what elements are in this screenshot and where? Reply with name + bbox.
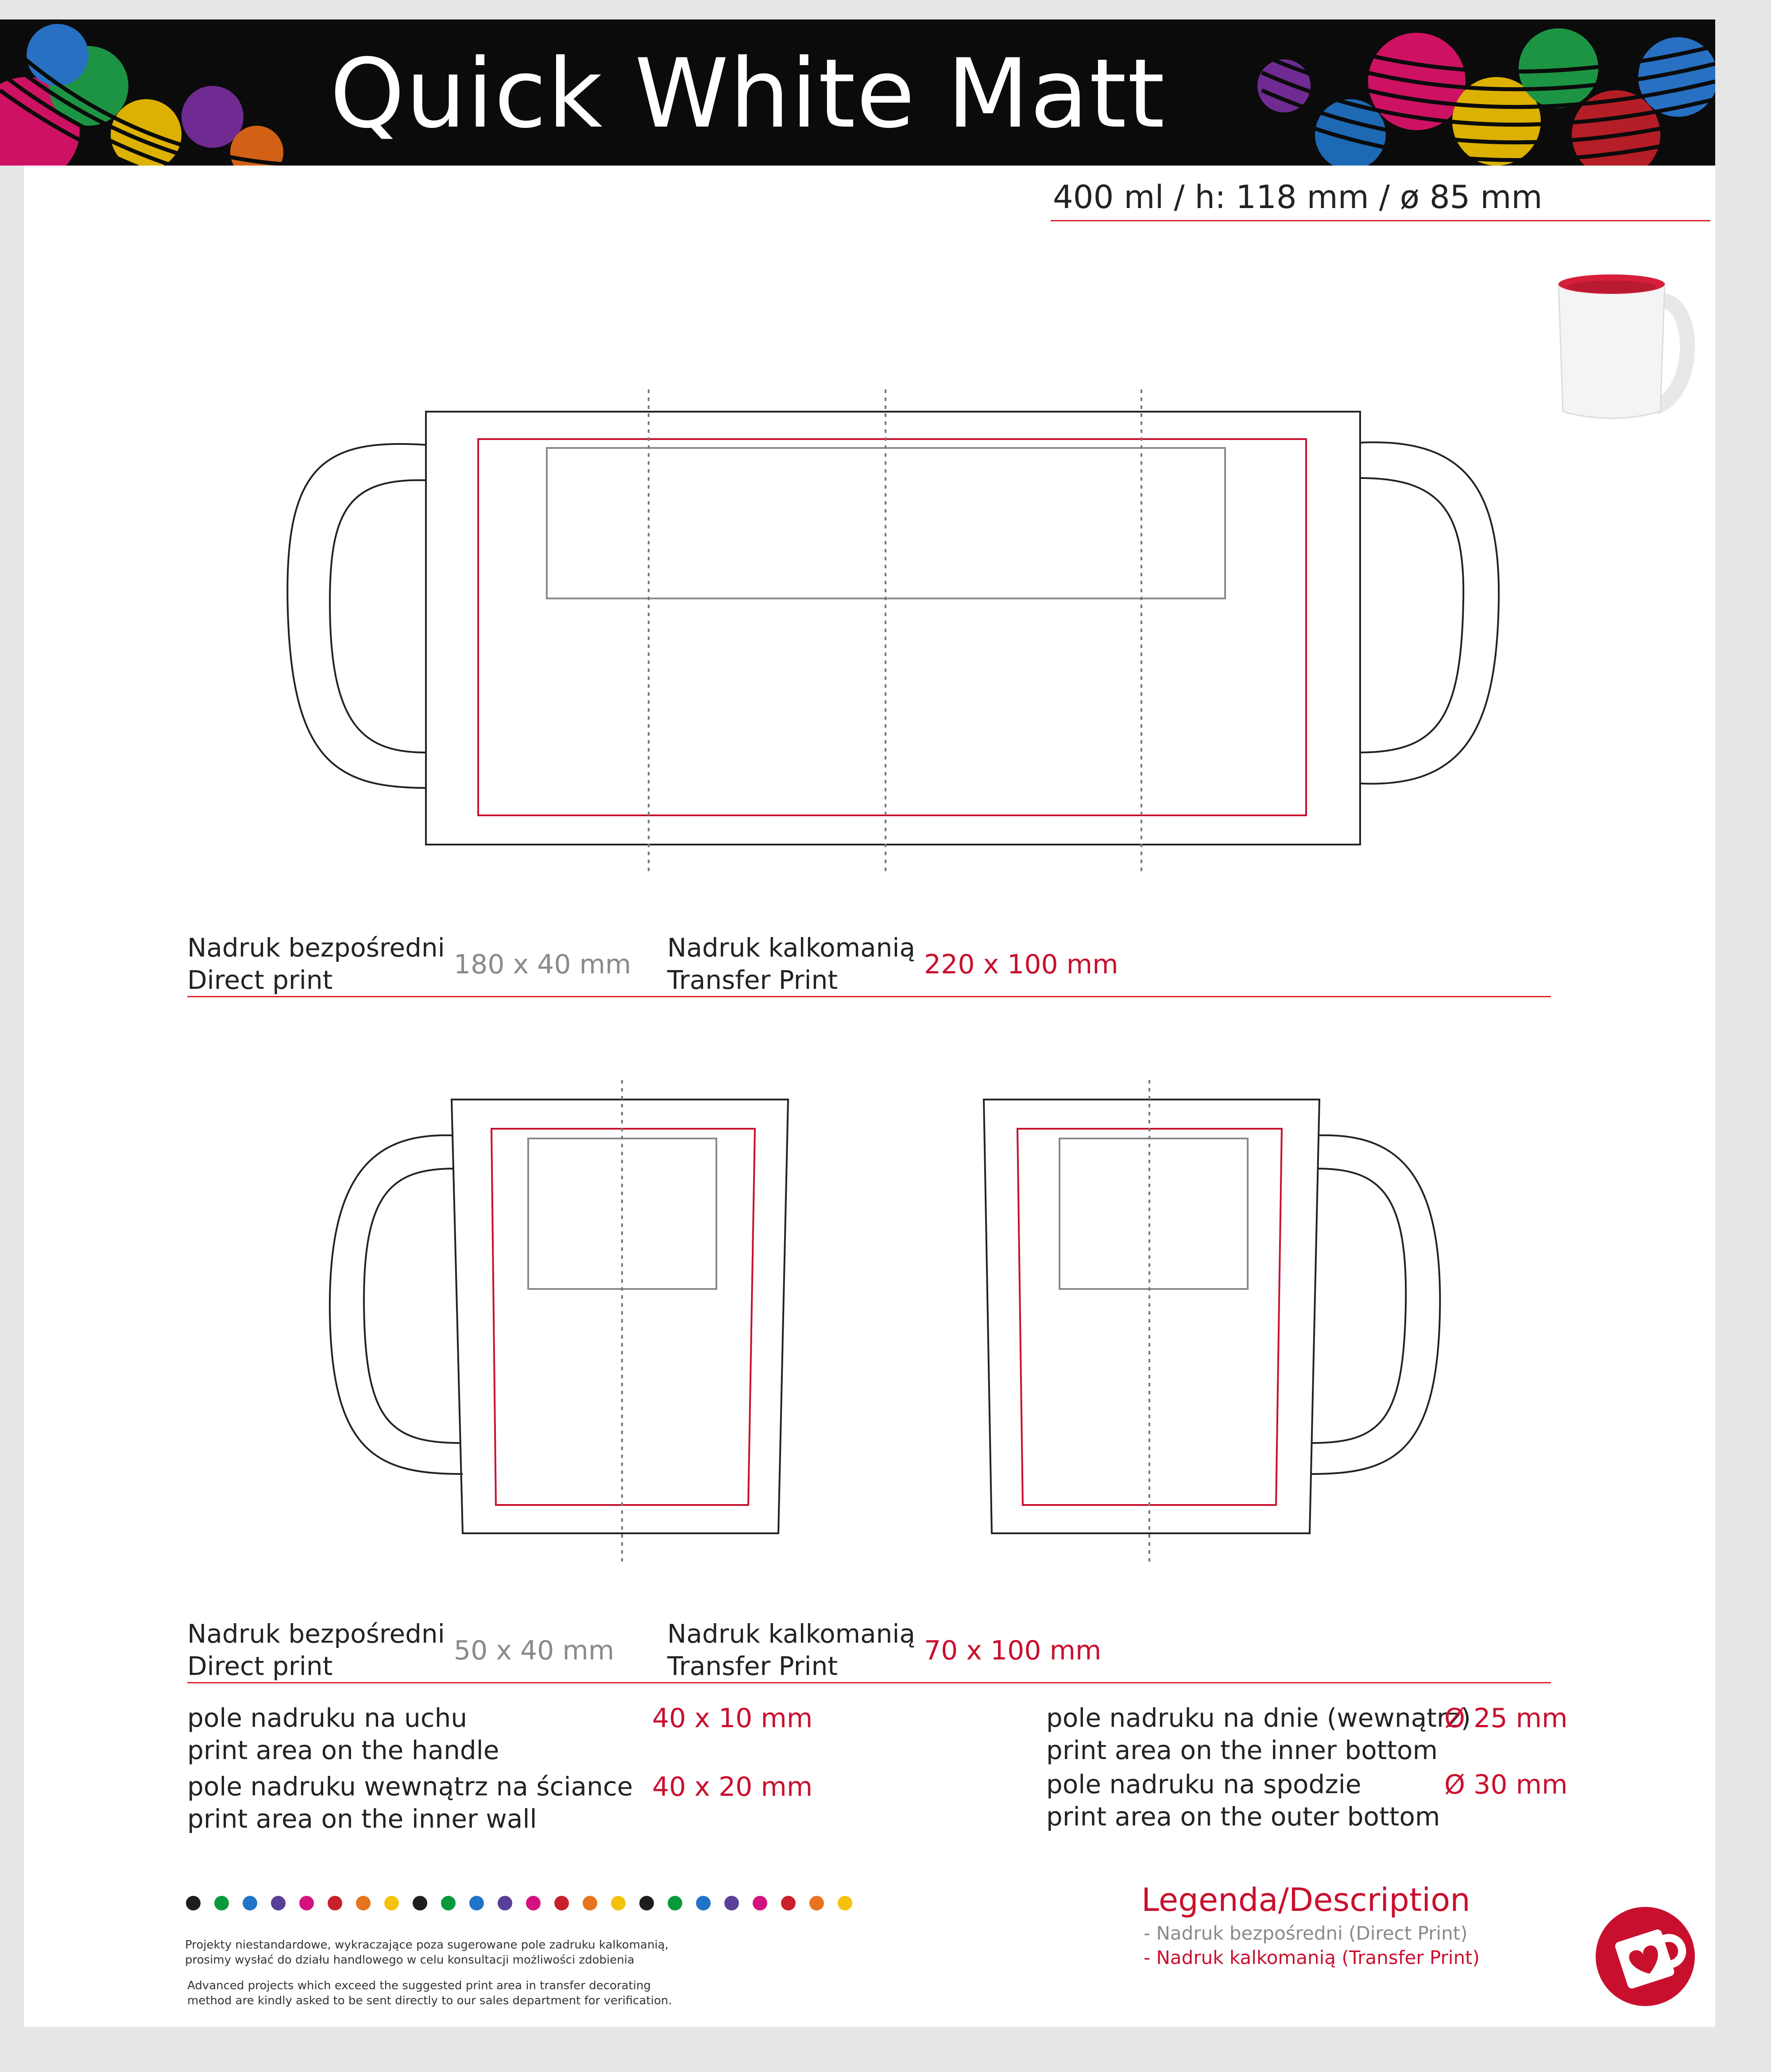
outer-bottom-area-label: pole nadruku na spodzie print area on the outer bottom [1046,1769,1440,1832]
right-direct-print-area [1060,1138,1248,1289]
top-direct-value: 180 x 40 mm [454,949,631,980]
color-swatches [186,1896,852,1910]
color-swatch [498,1896,512,1910]
section-top-divider [187,996,1551,997]
color-swatch [413,1896,427,1910]
inner-wall-area-value: 40 x 20 mm [652,1771,813,1802]
color-swatch [809,1896,824,1910]
color-swatch [668,1896,682,1910]
outer-bottom-area-value: Ø 30 mm [1444,1769,1568,1800]
legend-title: Legenda/Description [1141,1881,1470,1918]
color-swatch [441,1896,456,1910]
color-swatch [781,1896,796,1910]
legend-transfer: - Nadruk kalkomanią (Transfer Print) [1144,1947,1480,1968]
color-swatch [724,1896,739,1910]
side-transfer-value: 70 x 100 mm [924,1635,1102,1666]
right-side-mug-outline [984,1100,1440,1533]
left-side-mug-outline [330,1100,788,1533]
color-swatch [243,1896,257,1910]
section-side-divider [187,1682,1551,1683]
top-mug-outline [287,412,1499,845]
legend-direct: - Nadruk bezpośredni (Direct Print) [1144,1922,1468,1944]
top-direct-label: Nadruk bezpośredni Direct print [187,933,445,995]
mug-specs: 400 ml / h: 118 mm / ø 85 mm [1053,178,1543,216]
top-transfer-label: Nadruk kalkomanią Transfer Print [667,933,916,995]
color-swatch [554,1896,569,1910]
color-swatch [526,1896,541,1910]
side-direct-label: Nadruk bezpośredni Direct print [187,1619,445,1681]
note-english: Advanced projects which exceed the suggested print area in transfer decorating method are kindly asked to be sent directly to our sales department for verification. [187,1979,672,2007]
color-swatch [186,1896,201,1910]
color-swatch [611,1896,626,1910]
page-title: Quick White Matt [330,38,1166,149]
inner-bottom-area-label: pole nadruku na dnie (wewnątrz) print area on the inner bottom [1046,1703,1471,1765]
side-direct-value: 50 x 40 mm [454,1635,615,1666]
handle-area-label: pole nadruku na uchu print area on the handle [187,1703,499,1765]
color-swatch [469,1896,484,1910]
color-swatch [696,1896,711,1910]
color-swatch [583,1896,597,1910]
color-swatch [753,1896,767,1910]
top-transfer-value: 220 x 100 mm [924,949,1118,980]
color-swatch [838,1896,852,1910]
inner-bottom-area-value: Ø 25 mm [1444,1703,1568,1734]
left-transfer-print-area [491,1129,755,1505]
color-swatch [328,1896,342,1910]
brand-logo [1592,1903,1698,2010]
color-swatch [299,1896,314,1910]
color-swatch [271,1896,286,1910]
color-swatch [639,1896,654,1910]
color-swatch [356,1896,371,1910]
inner-wall-area-label: pole nadruku wewnątrz na ściance print area on the inner wall [187,1771,633,1834]
color-swatch [384,1896,399,1910]
side-transfer-label: Nadruk kalkomanią Transfer Print [667,1619,916,1681]
handle-area-value: 40 x 10 mm [652,1703,813,1734]
top-center-lines [649,390,1141,872]
color-swatch [214,1896,229,1910]
top-transfer-print-area [478,439,1306,815]
note-polish: Projekty niestandardowe, wykraczające poza sugerowane pole zadruku kalkomanią, prosimy wysłać do działu handlowego w celu konsultacji możliwości zdobienia [185,1938,669,1967]
